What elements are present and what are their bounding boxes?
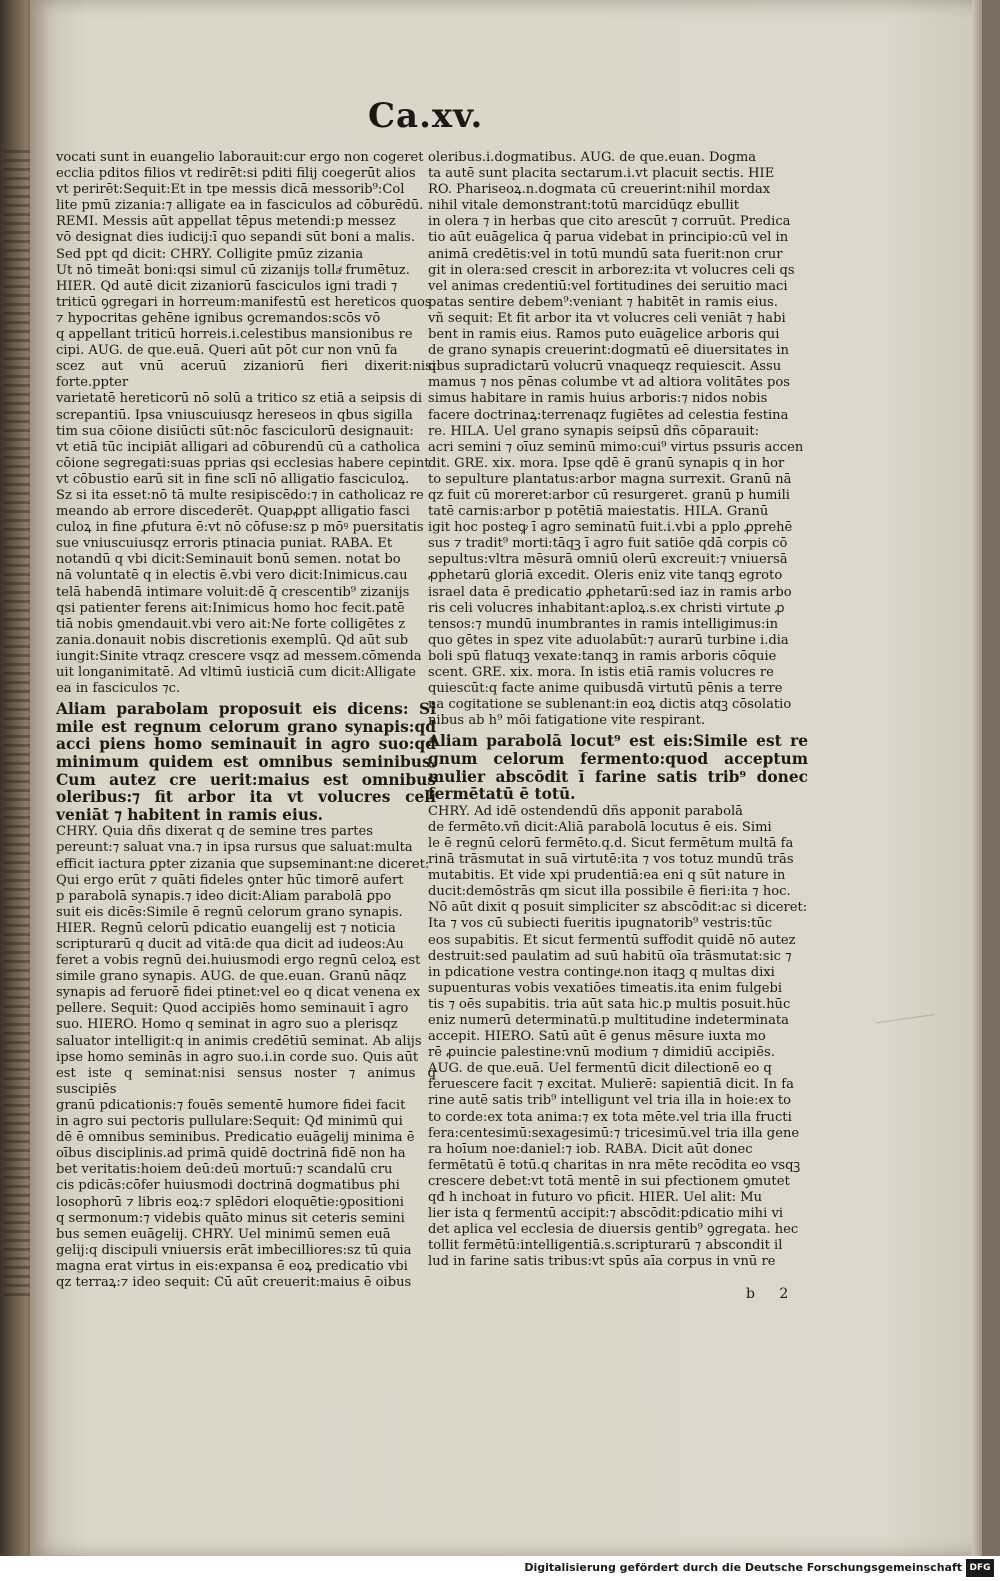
text-line: mamus ⁊ nos pēnas columbe vt ad altiora volitātes pos bbox=[428, 375, 790, 391]
text-line: q appellant triticū horreis.i.celestibus mansionibus re bbox=[56, 327, 413, 343]
text-line: nā voluntatē q in electis ē.vbi vero dicit:Inimicus.cau bbox=[56, 568, 408, 584]
text-line: feret a vobis regnū dei.huiusmodi ergo regnū celoꝝ est bbox=[56, 953, 421, 969]
text-line: fermētatū ē totū.q charitas in nra mēte recōdita eo vsqꝫ bbox=[428, 1157, 801, 1173]
text-line: ra hoīum noe:daniel:⁊ iob. RABA. Dicit aūt donec bbox=[428, 1141, 753, 1157]
text-line: feruescere facit ⁊ excitat. Mulierē: sapientiā dicit. In fa bbox=[428, 1077, 794, 1093]
text-line: scez aut vnū aceruū zizaniorū fieri dixerit:nisi forte.ppter bbox=[56, 359, 436, 391]
text-line: simus habitare in ramis huius arboris:⁊ nidos nobis bbox=[428, 391, 768, 407]
text-line: suo. HIERO. Homo q seminat in agro suo a plerisqz bbox=[56, 1017, 398, 1033]
text-line: ⁊ hypocritas gehēne ignibus ꝯcremandos:scōs vō bbox=[56, 310, 381, 326]
book-page bbox=[30, 0, 982, 1556]
text-line: telā habendā intimare voluit:dē q̄ crescentib⁹ zizanijs bbox=[56, 584, 410, 600]
text-line: REMI. Messis aūt appellat tēpus metendi:p messez bbox=[56, 214, 396, 230]
right-column-text-1 bbox=[428, 150, 808, 729]
text-line: crescere debet:vt totā mentē in sui pfectionem ꝯmutet bbox=[428, 1173, 790, 1189]
text-line: ea in fasciculos ⁊c. bbox=[56, 681, 181, 697]
text-line: synapis ad feruorē fidei ptinet:vel eo q dicat venena ex bbox=[56, 985, 421, 1001]
right-column bbox=[428, 150, 808, 1270]
text-line: tatē carnis:arbor p potētiā maiestatis. HILA. Granū bbox=[428, 504, 769, 520]
text-line: Ita ⁊ vos cū subiecti fueritis ipugnatorib⁹ vestris:tūc bbox=[428, 916, 773, 932]
text-line: accepit. HIERO. Satū aūt ē genus mēsure iuxta mo bbox=[428, 1029, 766, 1045]
text-line: Ut nō timeāt boni:qsi simul cū zizanijs tollaͭ frumētuz. bbox=[56, 262, 410, 278]
text-line: nibus ab h⁹ mōi fatigatione vite respirant. bbox=[428, 713, 706, 729]
text-line: Sed ppt qd dicit: CHRY. Colligite pmūz zizania bbox=[56, 246, 364, 262]
text-line: israel data ē predicatio ꝓphetarū:sed iaz in ramis arbo bbox=[428, 584, 792, 600]
text-line: dit. GRE. xix. mora. Ipse qdē ē granū synapis q in hor bbox=[428, 455, 785, 471]
text-line: Nō aūt dixit q posuit simpliciter sz abscōdit:ac si diceret: bbox=[428, 900, 808, 916]
text-line: saluator intelligit:q in animis credētiū seminat. Ab alijs bbox=[56, 1033, 422, 1049]
text-line: fera:centesimū:sexagesimū:⁊ tricesimū.vel tria illa gene bbox=[428, 1125, 800, 1141]
text-line: tio aūt euāgelica q̄ parua videbat in principio:cū vel in bbox=[428, 230, 789, 246]
page-edge bbox=[972, 0, 982, 1556]
signature-mark: b 2 bbox=[746, 1286, 799, 1302]
text-line: cipi. AUG. de que.euā. Queri aūt pōt cur non vnū fa bbox=[56, 343, 398, 359]
text-line: de fermēto.vñ dicit:Aliā parabolā locutus ē eis. Simi bbox=[428, 819, 772, 835]
text-line: vel animas credentiū:vel fortitudines dei seruitio maci bbox=[428, 278, 788, 294]
text-line: q sermonum:⁊ videbis quāto minus sit ceteris semini bbox=[56, 1210, 405, 1226]
text-line: dē ē omnibus seminibus. Predicatio euāgelij minima ē bbox=[56, 1130, 415, 1146]
text-line: ecclia pditos filios vt redirēt:si pditi filij coegerūt alios bbox=[56, 166, 416, 182]
dfg-logo: DFG bbox=[966, 1559, 994, 1577]
text-line: sus ⁊ tradit⁹ morti:tāqꝫ ī agro fuit satiōe qdā corpis cō bbox=[428, 536, 788, 552]
text-line: animā credētis:vel in totū mundū sata fuerit:non crur bbox=[428, 246, 783, 262]
text-line: rē ꝓuincie palestine:vnū modium ⁊ dimidiū accipiēs. bbox=[428, 1045, 775, 1061]
text-line: simile grano synapis. AUG. de que.euan. Granū nāqz bbox=[56, 969, 407, 985]
text-line: ta autē sunt placita sectarum.i.vt placuit sectis. HIE bbox=[428, 166, 775, 182]
text-line: culoꝝ in fine ꝓfutura ē:vt nō cōfuse:sz p mōꝰ puersitatis bbox=[56, 520, 424, 536]
text-line: to sepulture plantatus:arbor magna surrexit. Granū nā bbox=[428, 471, 792, 487]
text-line: quiescūt:q facte anime quibusdā virtutū pēnis a terre bbox=[428, 681, 783, 697]
text-line: oībus disciplinis.ad primā quidē doctrinā fidē non ha bbox=[56, 1146, 406, 1162]
text-line: CHRY. Ad idē ostendendū dñs apponit parabolā bbox=[428, 803, 743, 819]
text-line: triticū ꝯgregari in horreum:manifestū est hereticos quos bbox=[56, 294, 432, 310]
text-line: tiā nobis ꝯmendauit.vbi vero ait:Ne forte colligētes z bbox=[56, 616, 406, 632]
text-line: uit longanimitatē. Ad vltimū iusticiā cum dicit:Alligate bbox=[56, 665, 417, 680]
funding-credit: Digitalisierung gefördert durch die Deutsche Forschungsgemeinschaft bbox=[524, 1561, 962, 1574]
text-line: vt perirēt:Sequit:Et in tpe messis dicā messorib⁹:Col bbox=[56, 182, 405, 198]
text-line: vt etiā tūc incipiāt alligari ad cōburendū cū a catholica bbox=[56, 439, 421, 455]
text-line: qz fuit cū moreret:arbor cū resurgeret. granū p humili bbox=[428, 487, 790, 503]
text-line: in pdicatione vestra contingeͭ.non itaqꝫ q multas dixi bbox=[428, 964, 775, 980]
text-line: sepultus:vltra mēsurā omniū olerū excreuit:⁊ vniuersā bbox=[428, 552, 788, 568]
text-line: pellere. Sequit: Quod accipiēs homo seminauit ī agro bbox=[56, 1001, 409, 1017]
text-line: zania.donauit nobis discretionis exemplū. Qd aūt sub bbox=[56, 632, 409, 648]
left-column-text-1 bbox=[56, 150, 436, 697]
text-line: to corde:ex tota anima:⁊ ex tota mēte.vel tria illa fructi bbox=[428, 1109, 792, 1125]
text-line: suit eis dicēs:Simile ē regnū celorum grano synapis. bbox=[56, 904, 403, 920]
text-line: nihil vitale demonstrant:totū marcidūqz ebullit bbox=[428, 198, 740, 214]
text-line: qsi patienter ferens ait:Inimicus homo hoc fecit.patē bbox=[56, 600, 405, 616]
text-line: ꝓphetarū gloriā excedit. Oleris eniz vite tanqꝫ egroto bbox=[428, 568, 783, 584]
text-line: det aplica vel ecclesia de diuersis gentib⁹ ꝯgregata. hec bbox=[428, 1222, 799, 1238]
text-line: AUG. de que.euā. Uel fermentū dicit dilectionē eo q bbox=[428, 1061, 772, 1077]
text-line: eos supabitis. Et sicut fermentū suffodit quidē nō autez bbox=[428, 932, 796, 948]
text-line: efficit iactura ꝑpter zizania que supseminant:ne diceret: bbox=[56, 856, 430, 872]
text-line: Qui ergo erūt ⁊ quāti fideles ꝯnter hūc timorē aufert bbox=[56, 872, 404, 888]
text-line: rine autē satis trib⁹ intelligunt vel tria illa in hoie:ex to bbox=[428, 1093, 792, 1109]
text-line: in agro sui pectoris pullulare:Sequit: Qđ minimū qui bbox=[56, 1114, 403, 1130]
text-line: bus semen euāgelij. CHRY. Uel minimū semen euā bbox=[56, 1226, 391, 1242]
text-line: losophorū ⁊ libris eoꝝ:⁊ splēdori eloquētie:ꝯpositioni bbox=[56, 1194, 404, 1210]
text-line: RO. Phariseoꝝ.n.dogmata cū creuerint:nihil mordax bbox=[428, 182, 771, 198]
left-scripture-passage: Aliam parabolam proposuit eis dicens: Si mile est regnum celorum grano synapis:qđ acci piens homo seminauit in agro suo:qđ minimum quidem est omnibus seminibus. Cum autez cre uerit:maius est omnibus oleribus:⁊ fit arbor ita vt volucres celi veniāt ⁊ habitent in ramis eius. bbox=[56, 700, 436, 824]
text-line: oleribus.i.dogmatibus. AUG. de que.euan. Dogma bbox=[428, 150, 757, 165]
text-line: qbus supradictarū volucrū vnaqueqz requiescit. Assu bbox=[428, 359, 782, 375]
text-line: git in olera:sed crescit in arborez:ita vt volucres celi qs bbox=[428, 262, 795, 278]
text-line: lite pmū zizania:⁊ alligate ea in fasciculos ad cōburēdū. bbox=[56, 198, 424, 214]
text-line: screpantiū. Ipsa vniuscuiusqz hereseos in qbus sigilla bbox=[56, 407, 413, 423]
text-line: in olera ⁊ in herbas que cito arescūt ⁊ corruūt. Predica bbox=[428, 214, 791, 230]
chapter-heading: Ca.xv. bbox=[368, 96, 484, 136]
text-line: qđ h inchoat in futuro vo pficit. HIER. Uel alit: Mu bbox=[428, 1190, 763, 1205]
right-scripture-passage: Aliam parabolā locut⁹ est eis:Simile est re gnum celorum fermento:quod acceptum mulier abscōdit ī farine satis trib⁹ donec fermētatū ē totū. bbox=[428, 732, 808, 804]
text-line: ris celi volucres inhabitant:aploꝝ.s.ex christi virtute ꝓ bbox=[428, 600, 785, 616]
text-line: tis ⁊ oēs supabitis. tria aūt sata hic.p multis posuit.hūc bbox=[428, 996, 791, 1012]
text-line: eniz numerū determinatū.p multitudine indeterminata bbox=[428, 1012, 789, 1028]
text-line: ipse homo seminās in agro suo.i.in corde suo. Quis aūt bbox=[56, 1049, 419, 1065]
text-line: granū pdicationis:⁊ fouēs sementē humore fidei facit bbox=[56, 1097, 406, 1113]
text-line: cōione segregati:suas pprias qsi ecclesias habere cepint bbox=[56, 455, 430, 471]
text-line: cis pdicās:cōfer huiusmodi doctrinā dogmatibus phi bbox=[56, 1178, 400, 1194]
text-line: sue vniuscuiusqz erroris ptinacia puniat. RABA. Et bbox=[56, 536, 393, 552]
text-line: pereunt:⁊ saluat vna.⁊ in ipsa rursus que saluat:multa bbox=[56, 840, 413, 856]
text-line: boli spū flatuqꝫ vexate:tanqꝫ in ramis arboris cōquie bbox=[428, 648, 777, 664]
text-line: tim sua cōione disiūcti sūt:nōc fasciculorū designauit: bbox=[56, 423, 414, 439]
text-line: acri semini ⁊ oīuz seminū mimo:cui⁹ virtus pssuris accen bbox=[428, 439, 804, 455]
text-line: meando ab errore discederēt. Quapꝓpt alligatio fasci bbox=[56, 504, 410, 520]
text-line: varietatē hereticorū nō solū a tritico sz etiā a seipsis di bbox=[56, 391, 423, 407]
text-line: patas sentire debem⁹:veniant ⁊ habitēt in ramis eius. bbox=[428, 294, 778, 310]
text-line: mutabitis. Et vide xpi prudentiā:ea eni q sūt nature in bbox=[428, 868, 786, 884]
text-line: notandū q vbi dicit:Seminauit bonū semen. notat bo bbox=[56, 552, 401, 568]
text-line: p parabolā synapis.⁊ ideo dicit:Aliam parabolā ꝑpo bbox=[56, 888, 392, 904]
text-line: supuenturas vobis vexatiōes timeatis.ita enim fulgebi bbox=[428, 980, 783, 996]
digitization-footer bbox=[0, 1556, 1000, 1581]
text-line: iungit:Sinite vtraqz crescere vsqz ad messem.cōmenda bbox=[56, 648, 422, 664]
spine-facing-page-text bbox=[4, 150, 30, 1300]
text-line: lier ista q fermentū accipit:⁊ abscōdit:pdicatio mihi vi bbox=[428, 1206, 784, 1222]
text-line: vñ sequit: Et fit arbor ita vt volucres celi veniāt ⁊ habi bbox=[428, 310, 786, 326]
text-line: rinā trāsmutat in suā virtutē:ita ⁊ vos totuz mundū trās bbox=[428, 852, 794, 868]
text-line: est iste q seminat:nisi sensus noster ⁊ animus q suscipiēs bbox=[56, 1065, 436, 1097]
text-line: vt cōbustio earū sit in fine sclī nō alligatio fasciculoꝝ. bbox=[56, 471, 410, 487]
text-line: HIER. Qd autē dicit zizaniorū fasciculos igni tradi ⁊ bbox=[56, 278, 398, 294]
text-line: tollit fermētū:intelligentiā.s.scripturarū ⁊ abscondit il bbox=[428, 1238, 783, 1254]
text-line: vō designat dies iudicij:ī quo sepandi sūt boni a malis. bbox=[56, 230, 416, 246]
text-line: qz terraꝝ:⁊ ideo sequit: Cū aūt creuerit:maius ē oibus bbox=[56, 1274, 412, 1290]
text-line: vocati sunt in euangelio laborauit:cur ergo non cogeret bbox=[56, 150, 424, 165]
left-column-text-2 bbox=[56, 824, 436, 1291]
text-line: na cogitatione se sublenant:in eoꝝ dictis atqꝫ cōsolatio bbox=[428, 697, 792, 713]
text-line: le ē regnū celorū fermēto.q.d. Sicut fermētum multā fa bbox=[428, 835, 794, 851]
right-column-text-2 bbox=[428, 804, 808, 1271]
text-line: magna erat virtus in eis:expansa ē eoꝝ predicatio vbi bbox=[56, 1258, 408, 1274]
text-line: tensos:⁊ mundū inumbrantes in ramis intelligimus:in bbox=[428, 616, 779, 632]
text-line: scripturarū q ducit ad vitā:de qua dicit ad iudeos:Au bbox=[56, 937, 404, 952]
text-line: gelij:q discipuli vniuersis erāt imbecilliores:sz tū quia bbox=[56, 1242, 412, 1258]
text-line: scent. GRE. xix. mora. In istis etiā ramis volucres re bbox=[428, 665, 774, 680]
margin-pencil-mark bbox=[875, 1014, 940, 1065]
text-line: quo gētes in spez vite aduolabūt:⁊ aurarū turbine i.dia bbox=[428, 632, 789, 648]
text-line: ducit:demōstrās qm sicut illa possibile ē fieri:ita ⁊ hoc. bbox=[428, 884, 791, 900]
text-line: bent in ramis eius. Ramos puto euāgelice arboris qui bbox=[428, 327, 780, 343]
text-line: HIER. Regnū celorū pdicatio euangelij est ⁊ noticia bbox=[56, 920, 396, 936]
text-line: lud in farine satis tribus:vt spūs aīa corpus in vnū re bbox=[428, 1254, 776, 1270]
text-line: re. HILA. Uel grano synapis seipsū dñs cōparauit: bbox=[428, 423, 760, 439]
text-line: igit hoc posteꝙ ī agro seminatū fuit.i.vbi a pplo ꝓprehē bbox=[428, 520, 793, 536]
text-line: CHRY. Quia dñs dixerat q de semine tres partes bbox=[56, 824, 373, 840]
text-line: de grano synapis creuerint:dogmatū eē diuersitates in bbox=[428, 343, 789, 359]
text-line: bet veritatis:hoiem deū:deū mortuū:⁊ scandalū cru bbox=[56, 1162, 393, 1178]
text-line: facere doctrinaꝝ:terrenaqz fugiētes ad celestia festina bbox=[428, 407, 789, 423]
left-column bbox=[56, 150, 436, 1291]
text-line: Sz si ita esset:nō tā multe resipiscēdo:⁊ in catholicaz re bbox=[56, 487, 424, 503]
text-line: destruit:sed paulatim ad suū habitū oīa trāsmutat:sic ⁊ bbox=[428, 948, 792, 964]
